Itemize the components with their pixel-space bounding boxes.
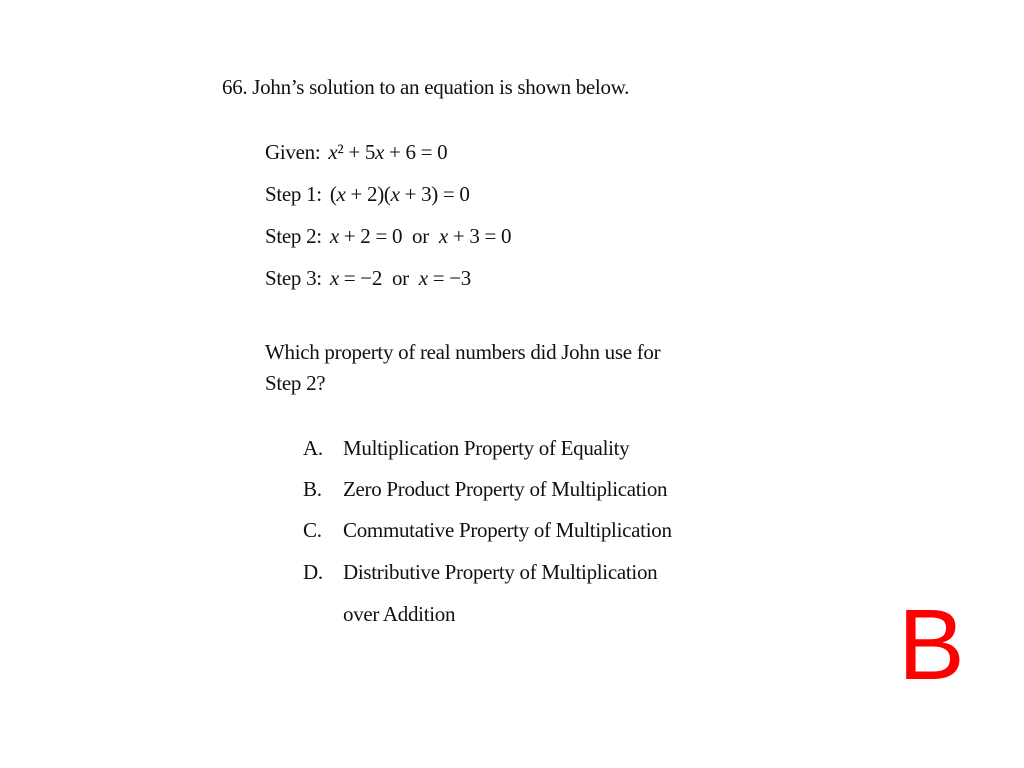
step-label: Step 2:	[265, 224, 322, 248]
step-math: x + 2 = 0 or x + 3 = 0	[329, 224, 512, 248]
step-2	[265, 224, 511, 249]
prompt-line-1: Which property of real numbers did John use for	[265, 340, 661, 364]
option-d	[303, 560, 657, 585]
answer-letter: B	[898, 589, 965, 701]
option-letter: D.	[303, 560, 323, 584]
option-text: Multiplication Property of Equality	[343, 436, 630, 460]
option-text: Commutative Property of Multiplication	[343, 518, 672, 542]
option-letter: B.	[303, 477, 322, 501]
step-math: (x + 2)(x + 3) = 0	[329, 182, 470, 206]
option-a	[303, 436, 629, 461]
option-letter: A.	[303, 436, 323, 460]
option-text: Zero Product Property of Multiplication	[343, 477, 668, 501]
prompt-line-2: Step 2?	[265, 371, 326, 395]
option-c	[303, 518, 672, 543]
option-b	[303, 477, 667, 502]
step-label: Given:	[265, 140, 321, 164]
step-1	[265, 182, 470, 207]
step-math: x² + 5x + 6 = 0	[328, 140, 448, 164]
option-letter: C.	[303, 518, 322, 542]
step-math: x = −2 or x = −3	[329, 266, 471, 290]
step-given	[265, 140, 447, 165]
step-label: Step 1:	[265, 182, 322, 206]
option-d-continuation: over Addition	[343, 602, 456, 626]
question-title: 66. John’s solution to an equation is shown below.	[222, 75, 630, 99]
option-text: Distributive Property of Multiplication	[343, 560, 658, 584]
step-3	[265, 266, 471, 291]
step-label: Step 3:	[265, 266, 322, 290]
